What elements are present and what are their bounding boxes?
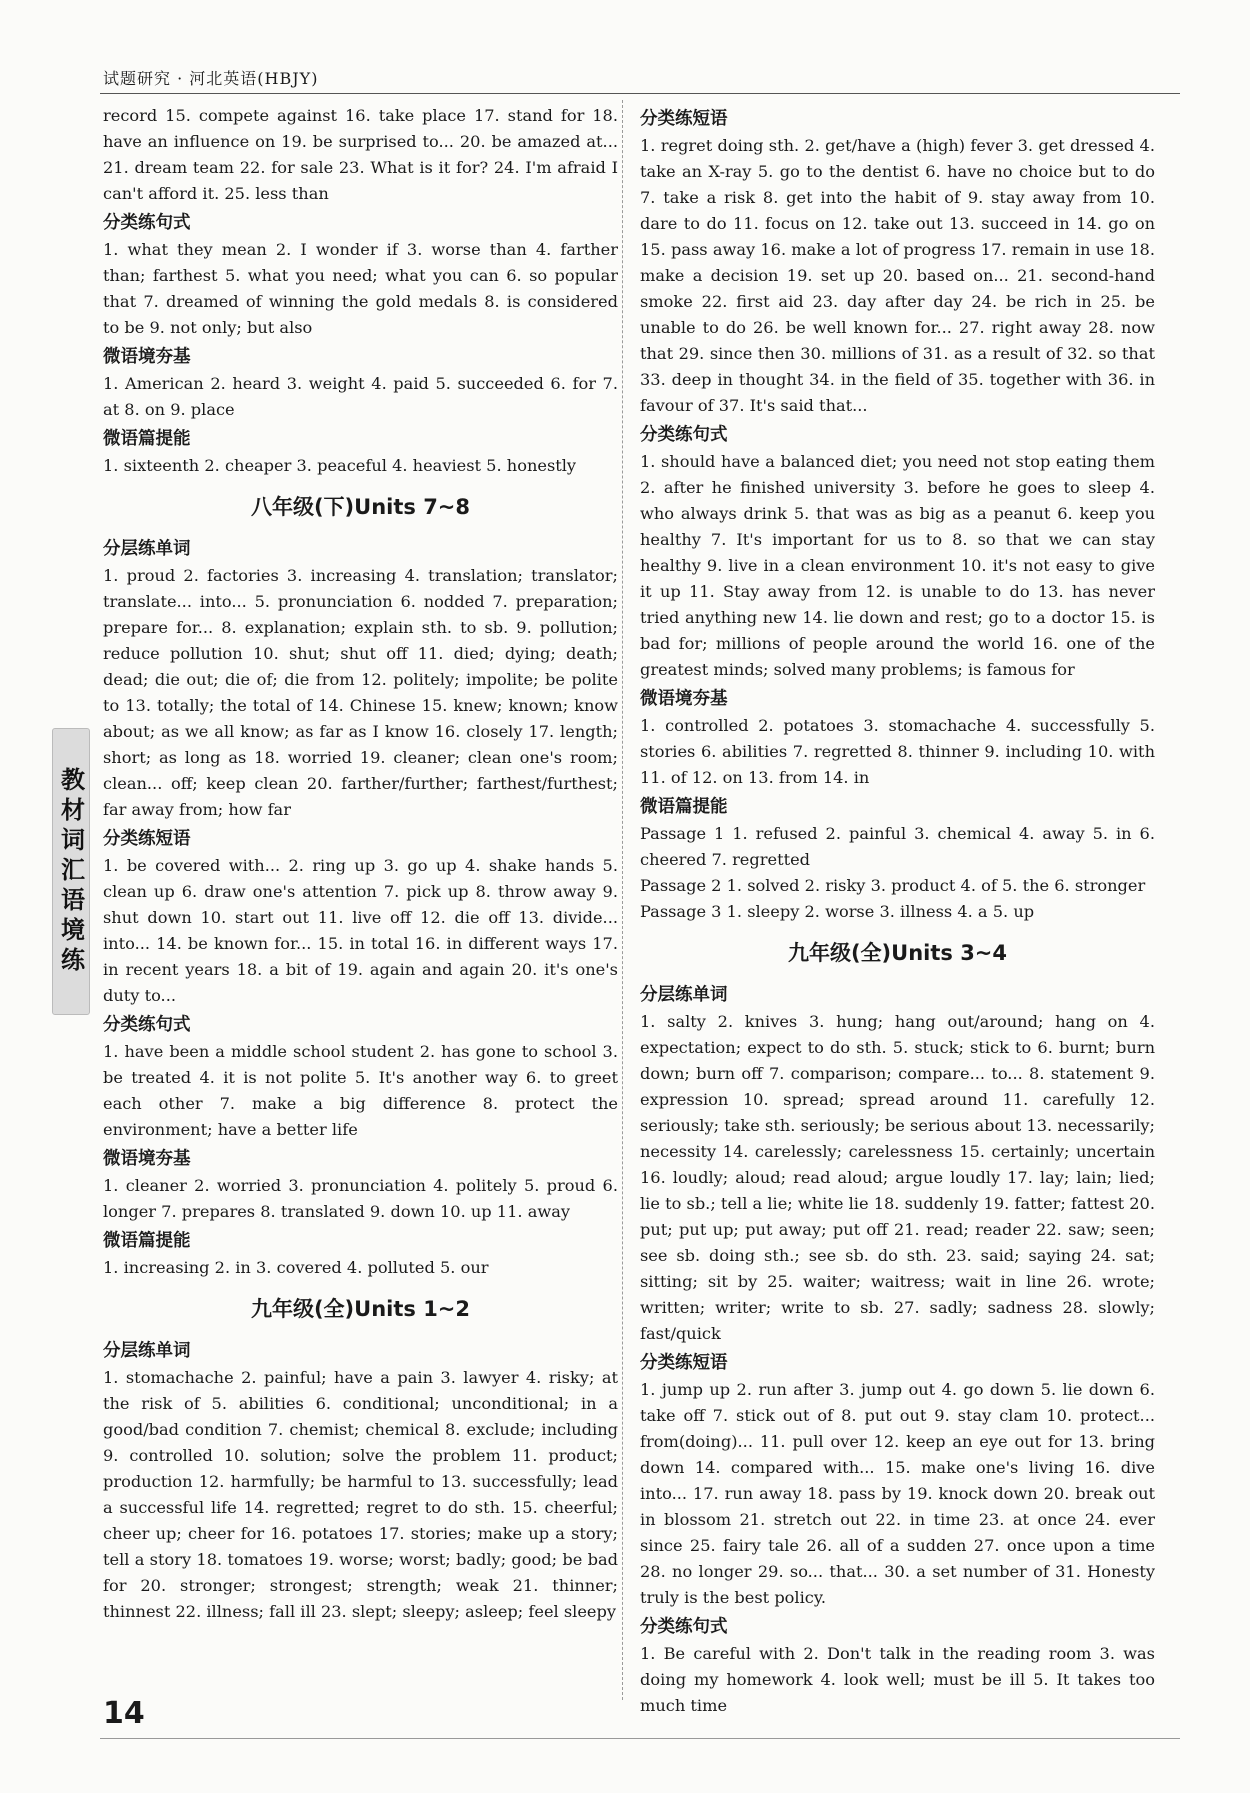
section-heading: 分类练短语 <box>640 109 728 129</box>
answer-paragraph: 1. proud 2. factories 3. increasing 4. translation; translator; translate... into... 5. pronunciation 6. nodded 7. preparation; prepare for... 8. explanation; explain sth. to sb. 9. pollution; reduce pollution 10. shut; shut off 11. died; dying; death; dead; die out; die of; die from 12. politely; impolite; be polite to 13. totally; the total of 14. Chinese 15. knew; known; know about; as we all know; as far as I know 16. closely 17. length; short; as long as 18. worried 19. cleaner; clean one's room; clean... off; keep clean 20. farther/further; farthest/furthest; far away from; how far <box>103 566 618 819</box>
section-heading: 微语境夯基 <box>103 1149 191 1169</box>
answer-paragraph: 1. controlled 2. potatoes 3. stomachache 4. successfully 5. stories 6. abilities 7. regretted 8. thinner 9. including 10. with 11. of 12. on 13. from 14. in <box>640 716 1155 787</box>
section-heading: 微语境夯基 <box>103 347 191 367</box>
answer-paragraph: 1. American 2. heard 3. weight 4. paid 5. succeeded 6. for 7. at 8. on 9. place <box>103 374 618 419</box>
section-heading: 分类练句式 <box>103 213 191 233</box>
side-tab <box>52 728 90 1015</box>
answer-paragraph: 1. have been a middle school student 2. has gone to school 3. be treated 4. it is not polite 5. It's another way 6. to greet each other 7. make a big difference 8. protect the environment; have a better life <box>103 1042 618 1139</box>
unit-title: 九年级(全)Units 1~2 <box>250 1297 471 1321</box>
section-heading: 分类练句式 <box>640 1617 728 1637</box>
answer-paragraph: Passage 2 1. solved 2. risky 3. product 4. of 5. the 6. stronger <box>640 876 1146 895</box>
side-tab-label: 教材词汇语境练 <box>56 766 85 977</box>
section-heading: 微语境夯基 <box>640 689 728 709</box>
section-heading: 微语篇提能 <box>103 1231 191 1251</box>
header-rule <box>100 93 1180 94</box>
unit-title: 九年级(全)Units 3~4 <box>787 941 1008 965</box>
answer-paragraph: Passage 3 1. sleepy 2. worse 3. illness 4. a 5. up <box>640 902 1035 921</box>
section-heading: 微语篇提能 <box>103 429 191 449</box>
answer-paragraph: 1. salty 2. knives 3. hung; hang out/around; hang on 4. expectation; expect to do sth. 5. stuck; stick to 6. burnt; burn down; burn off 7. comparison; compare... to... 8. statement 9. expression 10. spread; spread around 11. carefully 12. seriously; take sth. seriously; be serious about 13. necessarily; necessity 14. carelessly; carelessness 15. certainly; uncertain 16. loudly; aloud; read aloud; argue loudly 17. lay; lain; lied; lie to sb.; tell a lie; white lie 18. suddenly 19. fatter; fattest 20. put; put up; put away; put off 21. read; reader 22. saw; seen; see sb. doing sth.; see sb. do sth. 23. said; saying 24. sat; sitting; sit by 25. waiter; waitress; wait in line 26. wrote; written; writer; write to sb. 27. sadly; sadness 28. slowly; fast/quick <box>640 1012 1155 1343</box>
unit-title: 八年级(下)Units 7~8 <box>250 495 471 519</box>
answer-paragraph: 1. cleaner 2. worried 3. pronunciation 4. politely 5. proud 6. longer 7. prepares 8. translated 9. down 10. up 11. away <box>103 1176 618 1221</box>
running-header: 试题研究 · 河北英语(HBJY) <box>103 69 319 88</box>
answer-paragraph: 1. sixteenth 2. cheaper 3. peaceful 4. heaviest 5. honestly <box>103 456 577 475</box>
section-heading: 分层练单词 <box>103 1341 191 1361</box>
section-heading: 分类练短语 <box>103 829 191 849</box>
answer-paragraph: 1. should have a balanced diet; you need not stop eating them 2. after he finished university 3. before he goes to sleep 4. who always drink 5. that was as big as a peanut 6. keep you healthy 7. It's important for us to 8. so that we can stay healthy 9. live in a clean environment 10. it's not easy to give it up 11. Stay away from 12. is unable to do 13. has never tried anything new 14. lie down and rest; go to a doctor 15. is bad for; millions of people around the world 16. one of the greatest minds; solved many problems; is famous for <box>640 452 1155 679</box>
answer-paragraph: 1. increasing 2. in 3. covered 4. polluted 5. our <box>103 1258 489 1277</box>
answer-paragraph: record 15. compete against 16. take place 17. stand for 18. have an influence on 19. be surprised to... 20. be amazed at... 21. dream team 22. for sale 23. What is it for? 24. I'm afraid I can't afford it. 25. less than <box>103 106 618 203</box>
left-column <box>103 103 618 1625</box>
section-heading: 分类练句式 <box>103 1015 191 1035</box>
answer-paragraph: 1. jump up 2. run after 3. jump out 4. go down 5. lie down 6. take off 7. stick out of 8. put out 9. stay clam 10. protect... from(doing)... 11. pull over 12. keep an eye out for 13. bring down 14. compared with... 15. make one's living 16. dive into... 17. run away 18. pass by 19. knock down 20. break out in blossom 21. stretch out 22. in time 23. at once 24. ever since 25. fairy tale 26. all of a sudden 27. once upon a time 28. no longer 29. so... that... 30. a set number of 31. Honesty truly is the best policy. <box>640 1380 1155 1607</box>
section-heading: 分类练句式 <box>640 425 728 445</box>
section-heading: 分类练短语 <box>640 1353 728 1373</box>
column-divider <box>622 100 623 1700</box>
answer-paragraph: 1. regret doing sth. 2. get/have a (high) fever 3. get dressed 4. take an X-ray 5. go to the dentist 6. have no choice but to do 7. take a risk 8. get into the habit of 9. stay away from 10. dare to do 11. focus on 12. take out 13. succeed in 14. go on 15. pass away 16. make a lot of progress 17. remain in use 18. make a decision 19. set up 20. based on... 21. second-hand smoke 22. first aid 23. day after day 24. be rich in 25. be unable to do 26. be well known for... 27. right away 28. now that 29. since then 30. millions of 31. as a result of 32. so that 33. deep in thought 34. in the field of 35. together with 36. in favour of 37. It's said that... <box>640 136 1155 415</box>
section-heading: 微语篇提能 <box>640 797 728 817</box>
page-number: 14 <box>103 1696 145 1731</box>
footer-rule <box>100 1738 1180 1739</box>
section-heading: 分层练单词 <box>103 539 191 559</box>
answer-paragraph: 1. be covered with... 2. ring up 3. go up 4. shake hands 5. clean up 6. draw one's attention 7. pick up 8. throw away 9. shut down 10. start out 11. live off 12. die off 13. divide... into... 14. be known for... 15. in total 16. in different ways 17. in recent years 18. a bit of 19. again and again 20. it's one's duty to... <box>103 856 618 1005</box>
answer-paragraph: 1. what they mean 2. I wonder if 3. worse than 4. farther than; farthest 5. what you need; what you can 6. so popular that 7. dreamed of winning the gold medals 8. is considered to be 9. not only; but also <box>103 240 618 337</box>
answer-paragraph: 1. stomachache 2. painful; have a pain 3. lawyer 4. risky; at the risk of 5. abilities 6. conditional; unconditional; in a good/bad condition 7. chemist; chemical 8. exclude; including 9. controlled 10. solution; solve the problem 11. product; production 12. harmfully; be harmful to 13. successfully; lead a successful life 14. regretted; regret to do sth. 15. cheerful; cheer up; cheer for 16. potatoes 17. stories; make up a story; tell a story 18. tomatoes 19. worse; worst; badly; good; be bad for 20. stronger; strongest; strength; weak 21. thinner; thinnest 22. illness; fall ill 23. slept; sleepy; asleep; feel sleepy <box>103 1368 618 1621</box>
answer-paragraph: Passage 1 1. refused 2. painful 3. chemical 4. away 5. in 6. cheered 7. regretted <box>640 824 1155 869</box>
section-heading: 分层练单词 <box>640 985 728 1005</box>
right-column <box>640 103 1155 1719</box>
answer-paragraph: 1. Be careful with 2. Don't talk in the reading room 3. was doing my homework 4. look well; must be ill 5. It takes too much time <box>640 1644 1155 1715</box>
